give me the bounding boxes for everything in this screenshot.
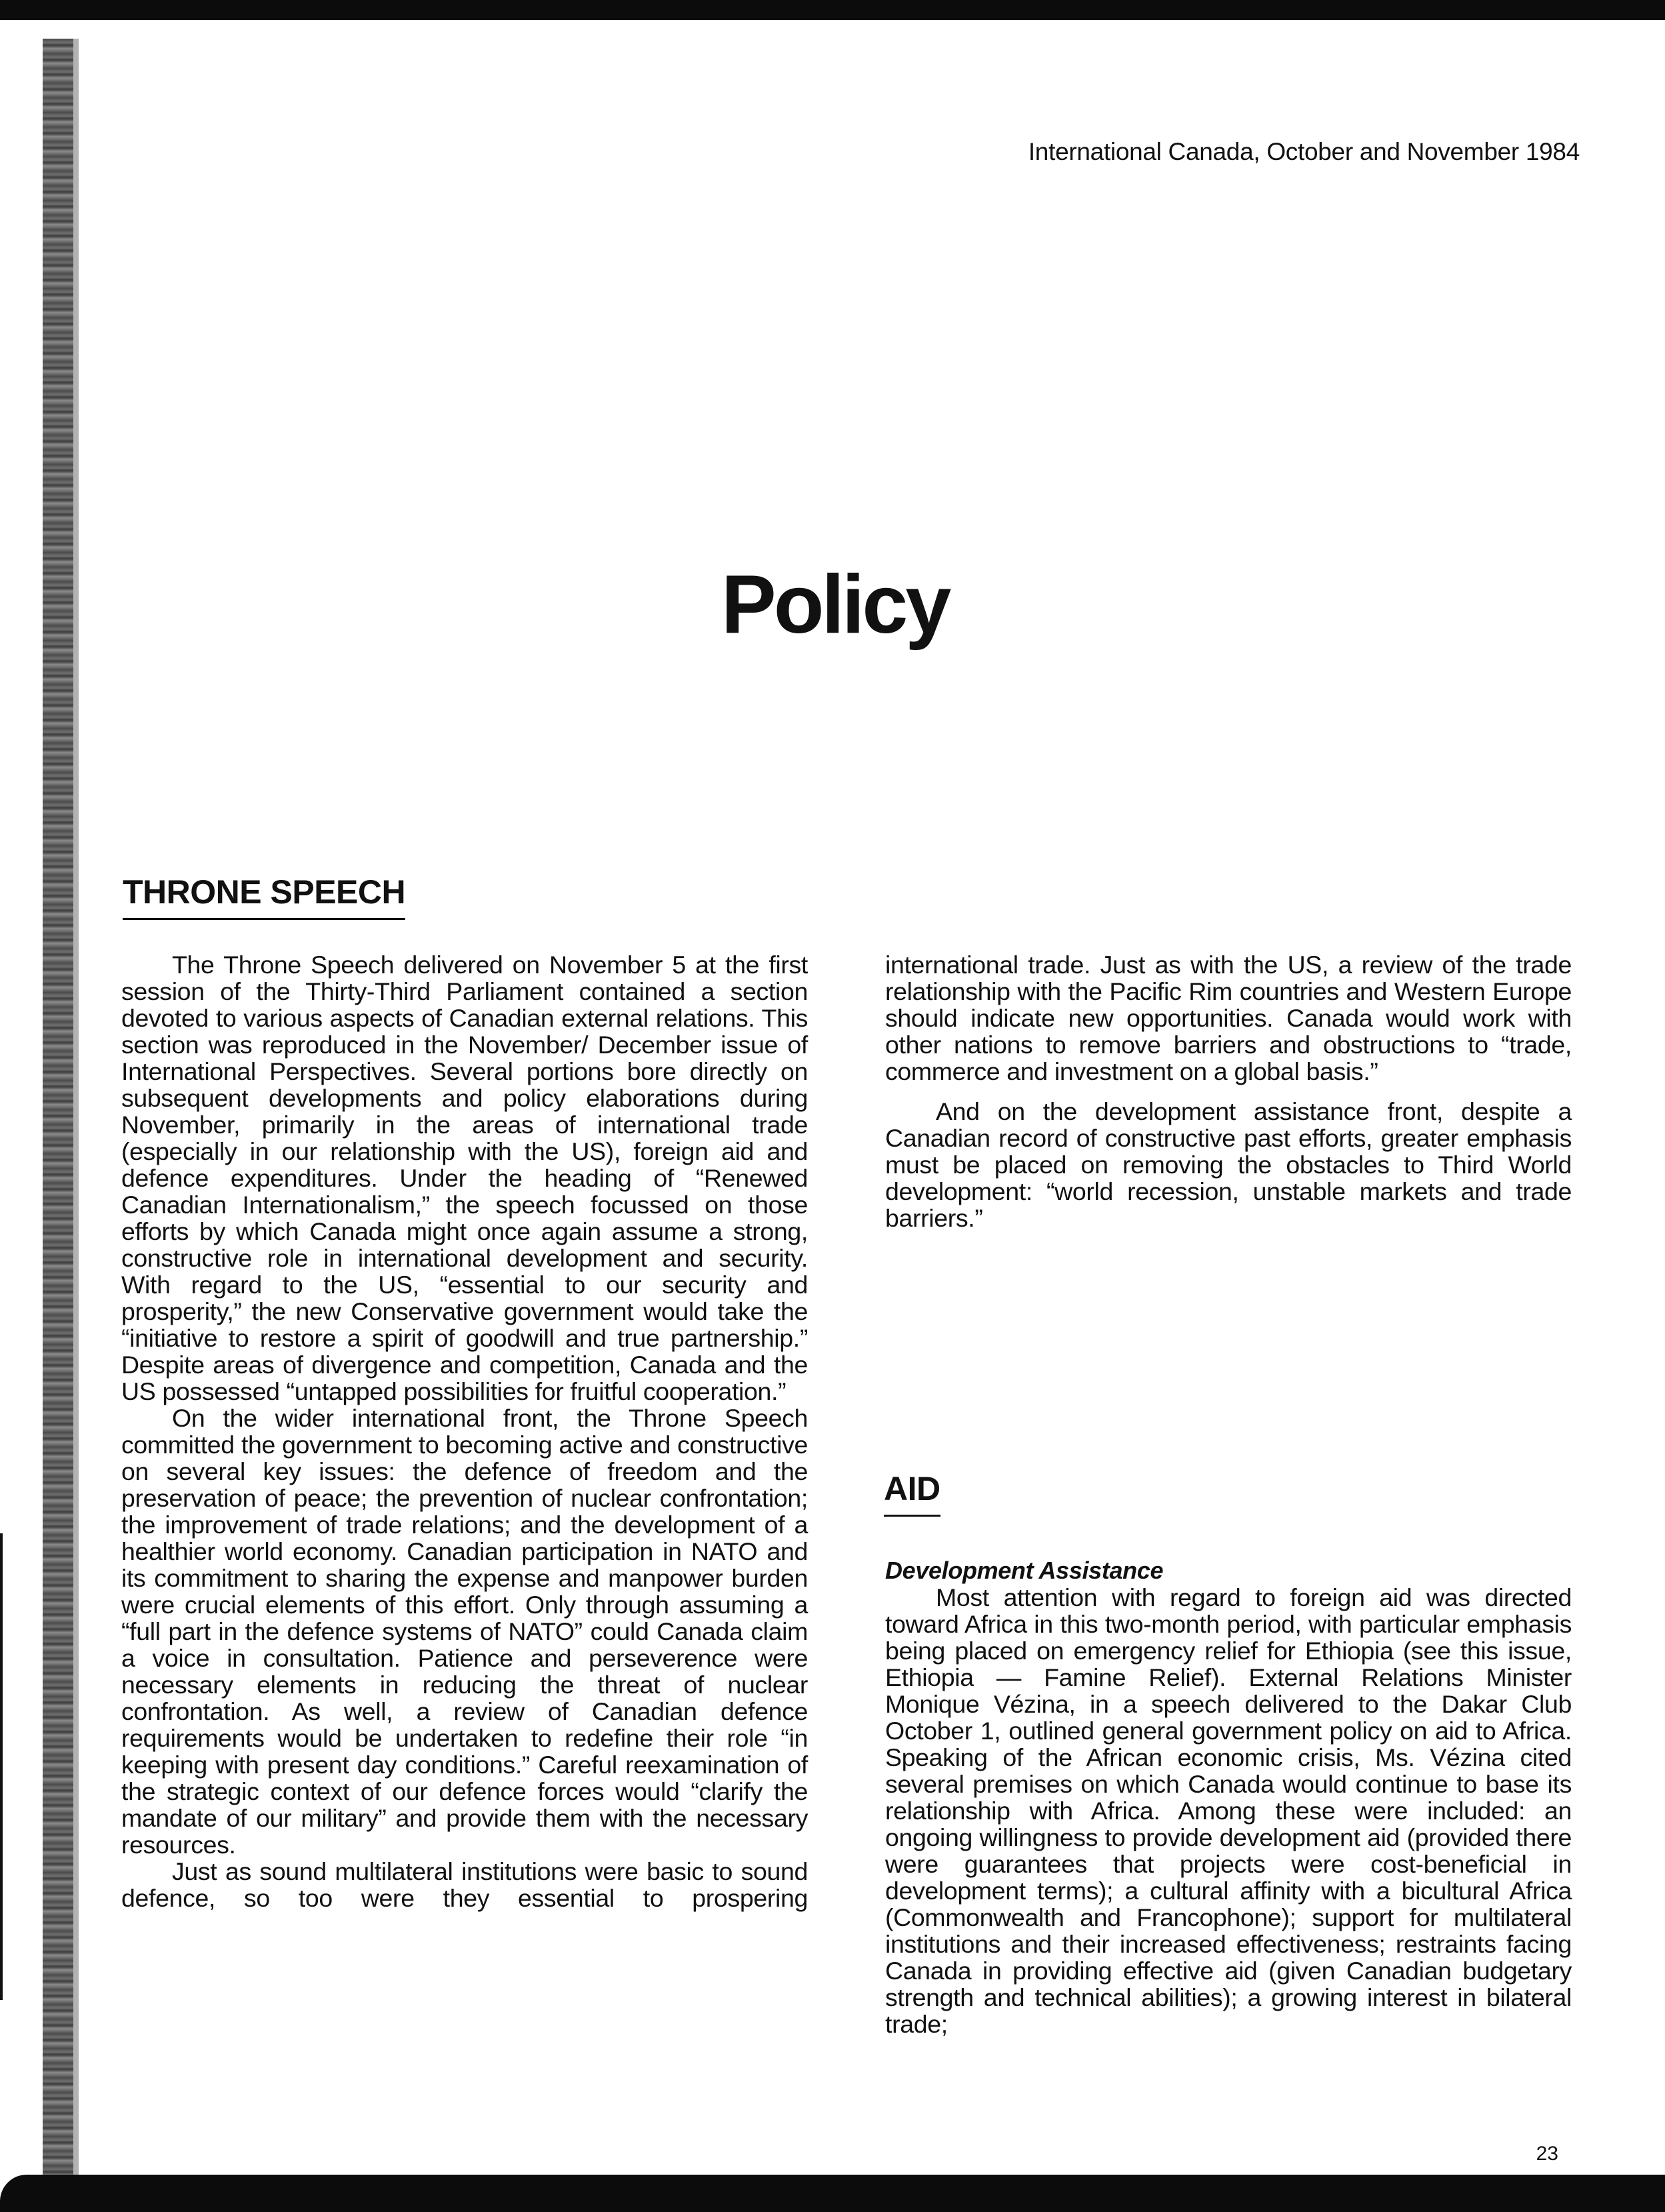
running-header: International Canada, October and November 1984 bbox=[1028, 138, 1580, 165]
aid-paragraph: Most attention with regard to foreign aid was directed toward Africa in this two-month period, with particular emphasis being placed on emergency relief for Ethiopia (see this issue, Ethiopia — Famine Relief). External Relations Minister Monique Vézina, in a speech delivered to the Dakar Club October 1, outlined general government policy on aid to Africa. Speaking of the African economic crisis, Ms. Vézina cited several premises on which Canada would continue to base its relationship with Africa. Among these were included: an ongoing willingness to provide development aid (provided there were guarantees that projects were cost-beneficial in development terms); a cultural affinity with a bicultural Africa (Commonwealth and Francophone); support for multilateral institutions and their increased effectiveness; restraints facing Canada in providing effective aid (given Canadian budgetary strength and technical abilities); a growing interest in bilateral trade; bbox=[885, 1583, 1572, 2038]
left-column bbox=[121, 951, 808, 1911]
development-assistance-subheading: Development Assistance bbox=[885, 1557, 1164, 1584]
aid-heading: AID bbox=[884, 1472, 940, 1517]
throne-speech-continued-1: international trade. Just as with the US, a review of the trade relationship with the Pacific Rim countries and Western Europe should indicate new opportunities. Canada would work with other nations to remove barriers and obstructions to “trade, commerce and investment on a global basis.” bbox=[885, 951, 1572, 1085]
page-number: 23 bbox=[1536, 2143, 1558, 2165]
scan-binding-shadow bbox=[73, 39, 79, 2179]
throne-speech-paragraph-2: On the wider international front, the Throne Speech committed the government to becoming active and constructive on several key issues: the defence of freedom and the preservation of peace; the prevention of nuclear confrontation; the improvement of trade relations; and the development of a healthier world economy. Canadian participation in NATO and its commitment to sharing the expense and manpower burden were crucial elements of this effort. Only through assuming a “full part in the defence systems of NATO” could Canada claim a voice in consultation. Patience and perseverence were necessary elements in reducing the threat of nuclear confrontation. As well, a review of Canadian defence requirements would be undertaken to redefine their role “in keeping with present day conditions.” Careful reexamination of the strategic context of our defence forces would “clarify the mandate of our military” and provide them with the necessary resources. bbox=[121, 1404, 808, 1859]
scan-border-bottom bbox=[0, 2175, 1665, 2212]
throne-speech-paragraph-3: Just as sound multilateral institutions were basic to sound defence, so too were they essential to prospering bbox=[121, 1857, 808, 1912]
right-column-top bbox=[885, 951, 1572, 1231]
throne-speech-continued-2: And on the development assistance front, despite a Canadian record of constructive past efforts, greater emphasis must be placed on removing the obstacles to Third World development: “world recession, unstable markets and trade barriers.” bbox=[885, 1097, 1572, 1232]
throne-speech-paragraph-1: The Throne Speech delivered on November 5 at the first session of the Thirty-Third Parliament contained a section devoted to various aspects of Canadian external relations. This section was reproduced in the November/ December issue of International Perspectives. Several portions bore directly on subsequent developments and policy elaborations during November, primarily in the areas of international trade (especially in our relationship with the US), foreign aid and defence expenditures. Under the heading of “Renewed Canadian Internationalism,” the speech focussed on those efforts by which Canada might once again assume a strong, constructive role in international development and security. With regard to the US, “essential to our security and prosperity,” the new Conservative government would take the “initiative to restore a spirit of goodwill and true partnership.” Despite areas of divergence and competition, Canada and the US possessed “untapped possibilities for fruitful cooperation.” bbox=[121, 951, 808, 1405]
scan-binding-edge bbox=[43, 39, 73, 2179]
aid-column bbox=[885, 1557, 1572, 2037]
scan-edge-line bbox=[0, 1533, 3, 2000]
scan-border-top bbox=[0, 0, 1665, 20]
throne-speech-heading: THRONE SPEECH bbox=[123, 875, 405, 920]
page-title: Policy bbox=[721, 559, 949, 651]
